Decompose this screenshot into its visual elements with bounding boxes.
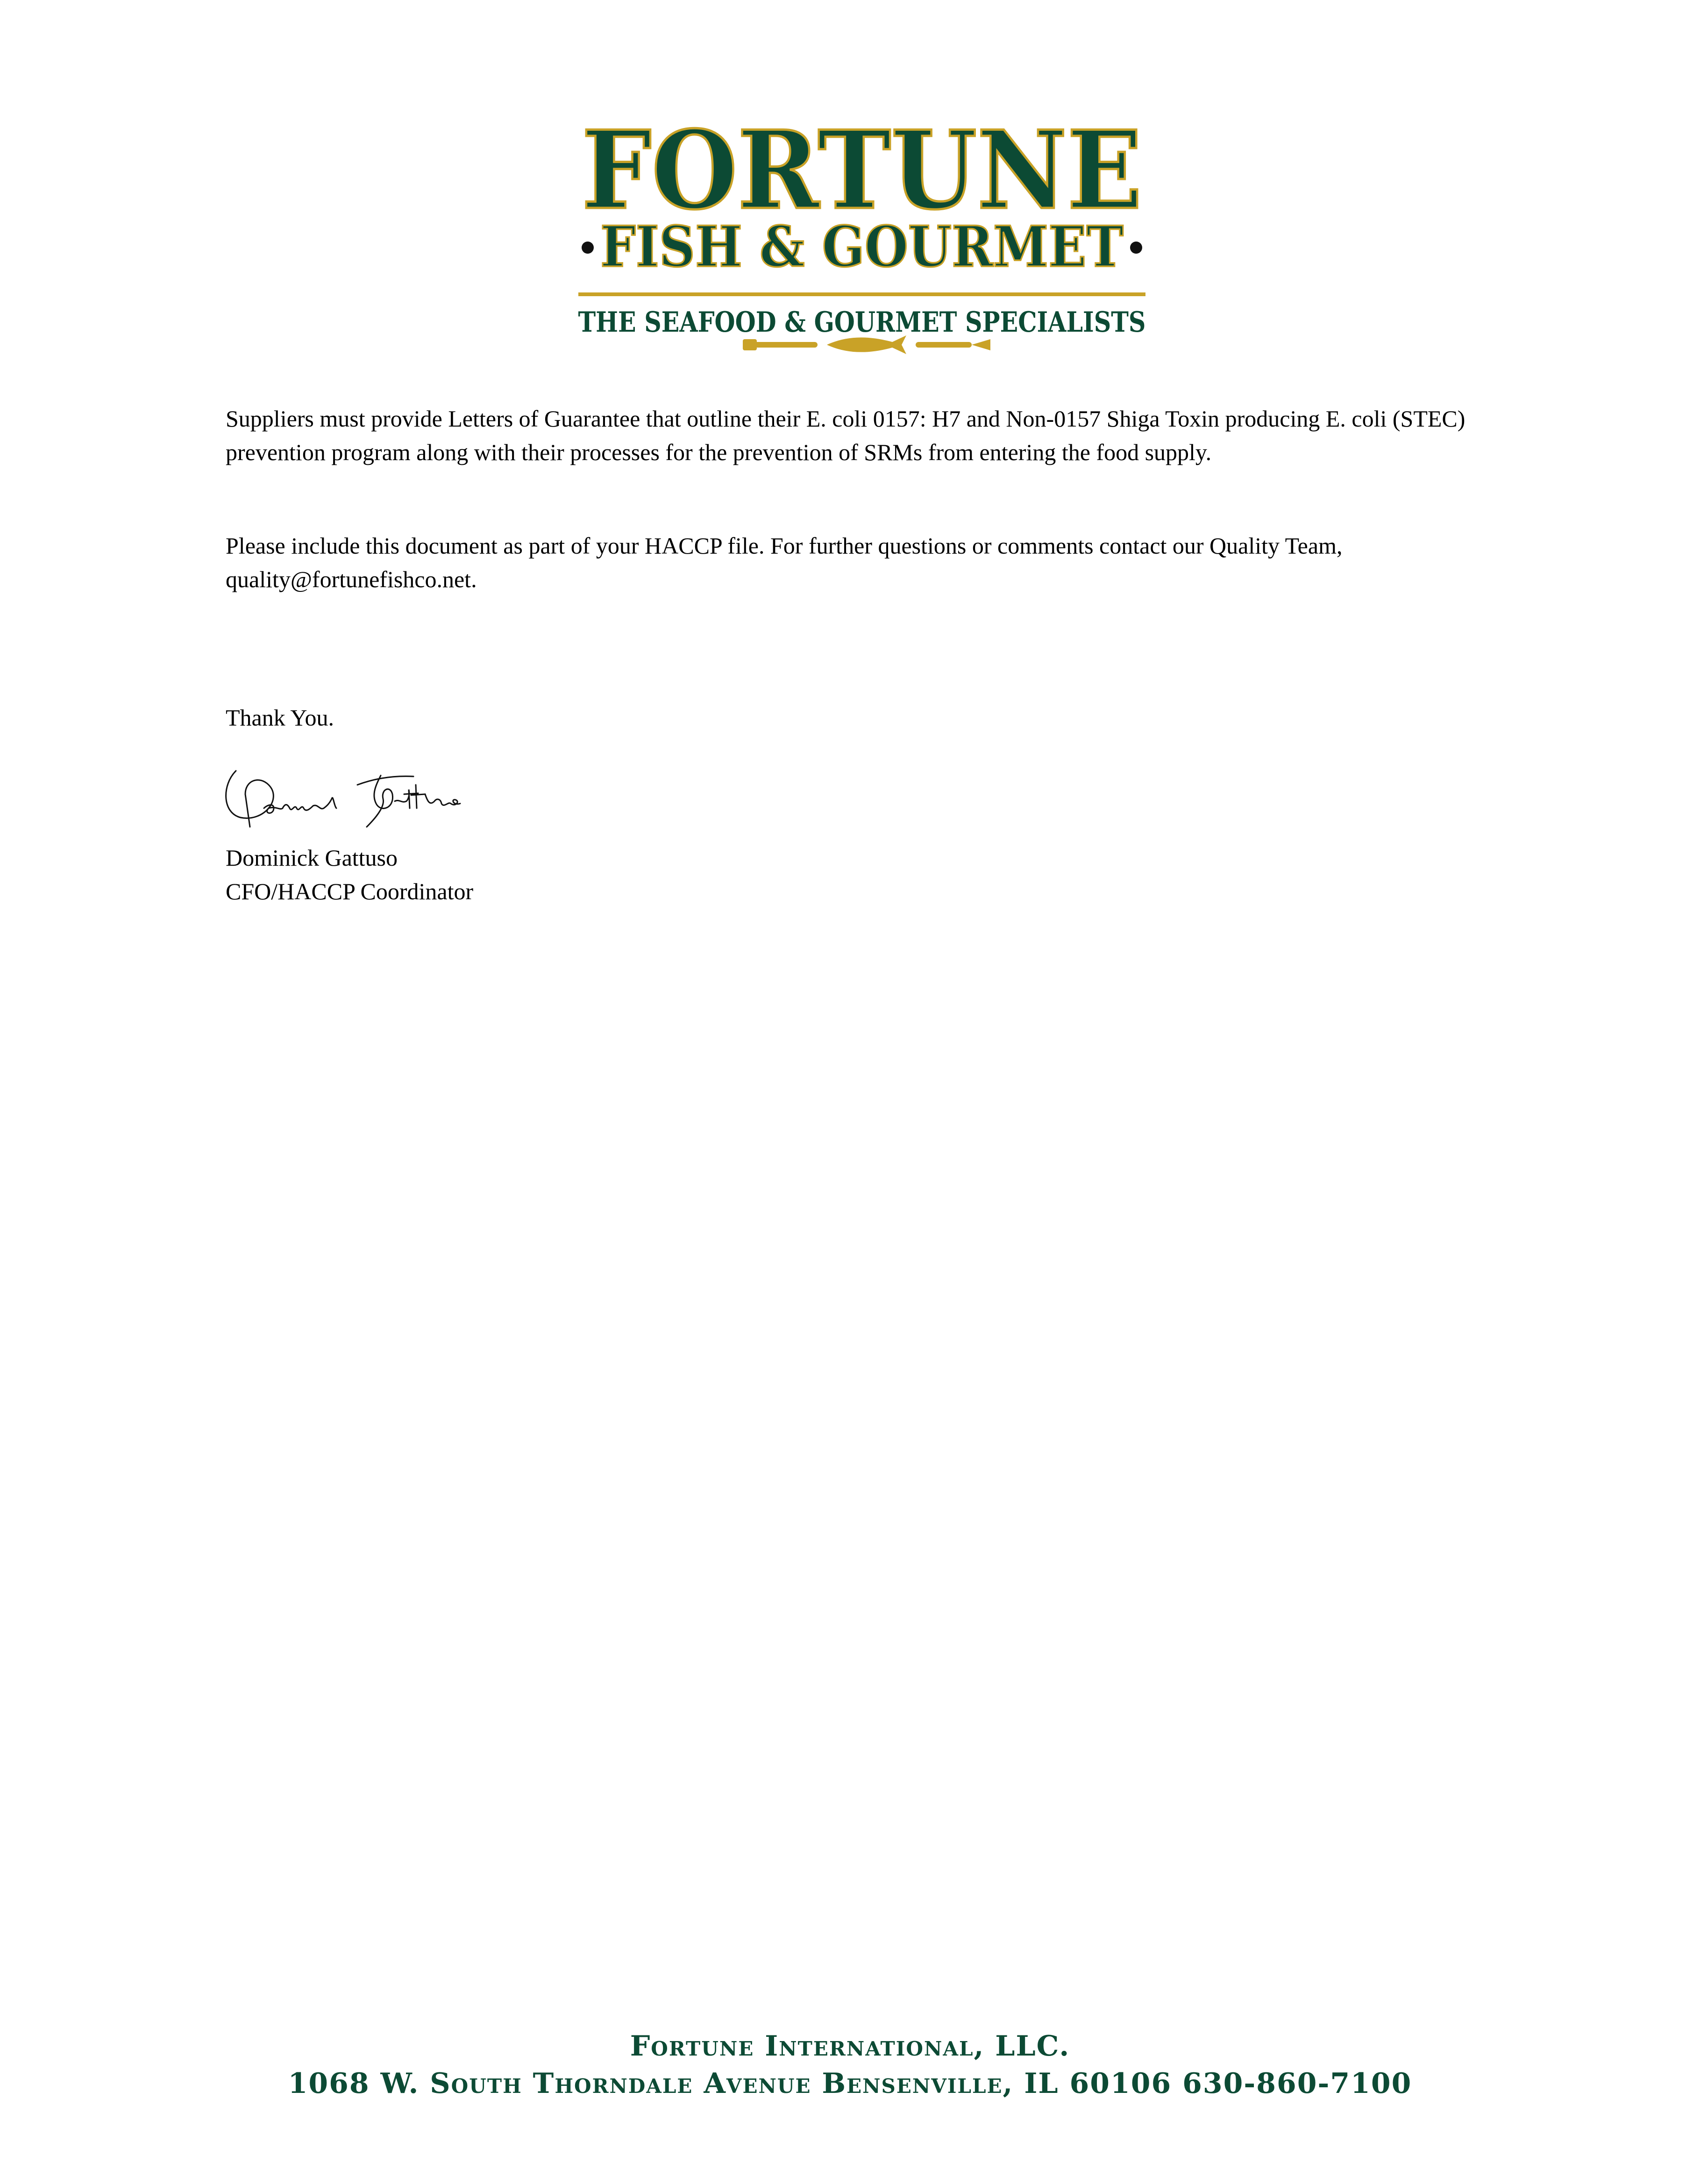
logo-sub: FISH & GOURMET [600, 214, 1124, 280]
closing: Thank You. [226, 704, 334, 731]
logo-tagline: THE SEAFOOD & GOURMET SPECIALISTS [578, 306, 1146, 339]
bullet-left-icon [582, 242, 594, 254]
bullet-right-icon [1130, 242, 1142, 254]
logo-name: FORTUNE [582, 107, 1142, 234]
paragraph-guarantee: Suppliers must provide Letters of Guarantee that outline their E. coli 0157: H7 and Non-0157 Shiga Toxin producing E. coli (STEC) prevention program along with their processes for the prevention of SRMs from entering the food supply. [226, 405, 1465, 465]
handwritten-signature [217, 757, 498, 836]
paragraph-haccp: Please include this document as part of your HACCP file. For further questions or comments contact our Quality Team, quality@fortunefishco.net. [226, 533, 1343, 592]
signer-title: CFO/HACCP Coordinator [226, 878, 474, 904]
company-logo [575, 107, 1149, 360]
footer-address: 1068 W. South Thorndale Avenue Bensenville, IL 60106 630-860-7100 [288, 2067, 1412, 2100]
signer-name: Dominick Gattuso [226, 845, 398, 871]
footer-company: Fortune International, LLC. [630, 2030, 1070, 2063]
